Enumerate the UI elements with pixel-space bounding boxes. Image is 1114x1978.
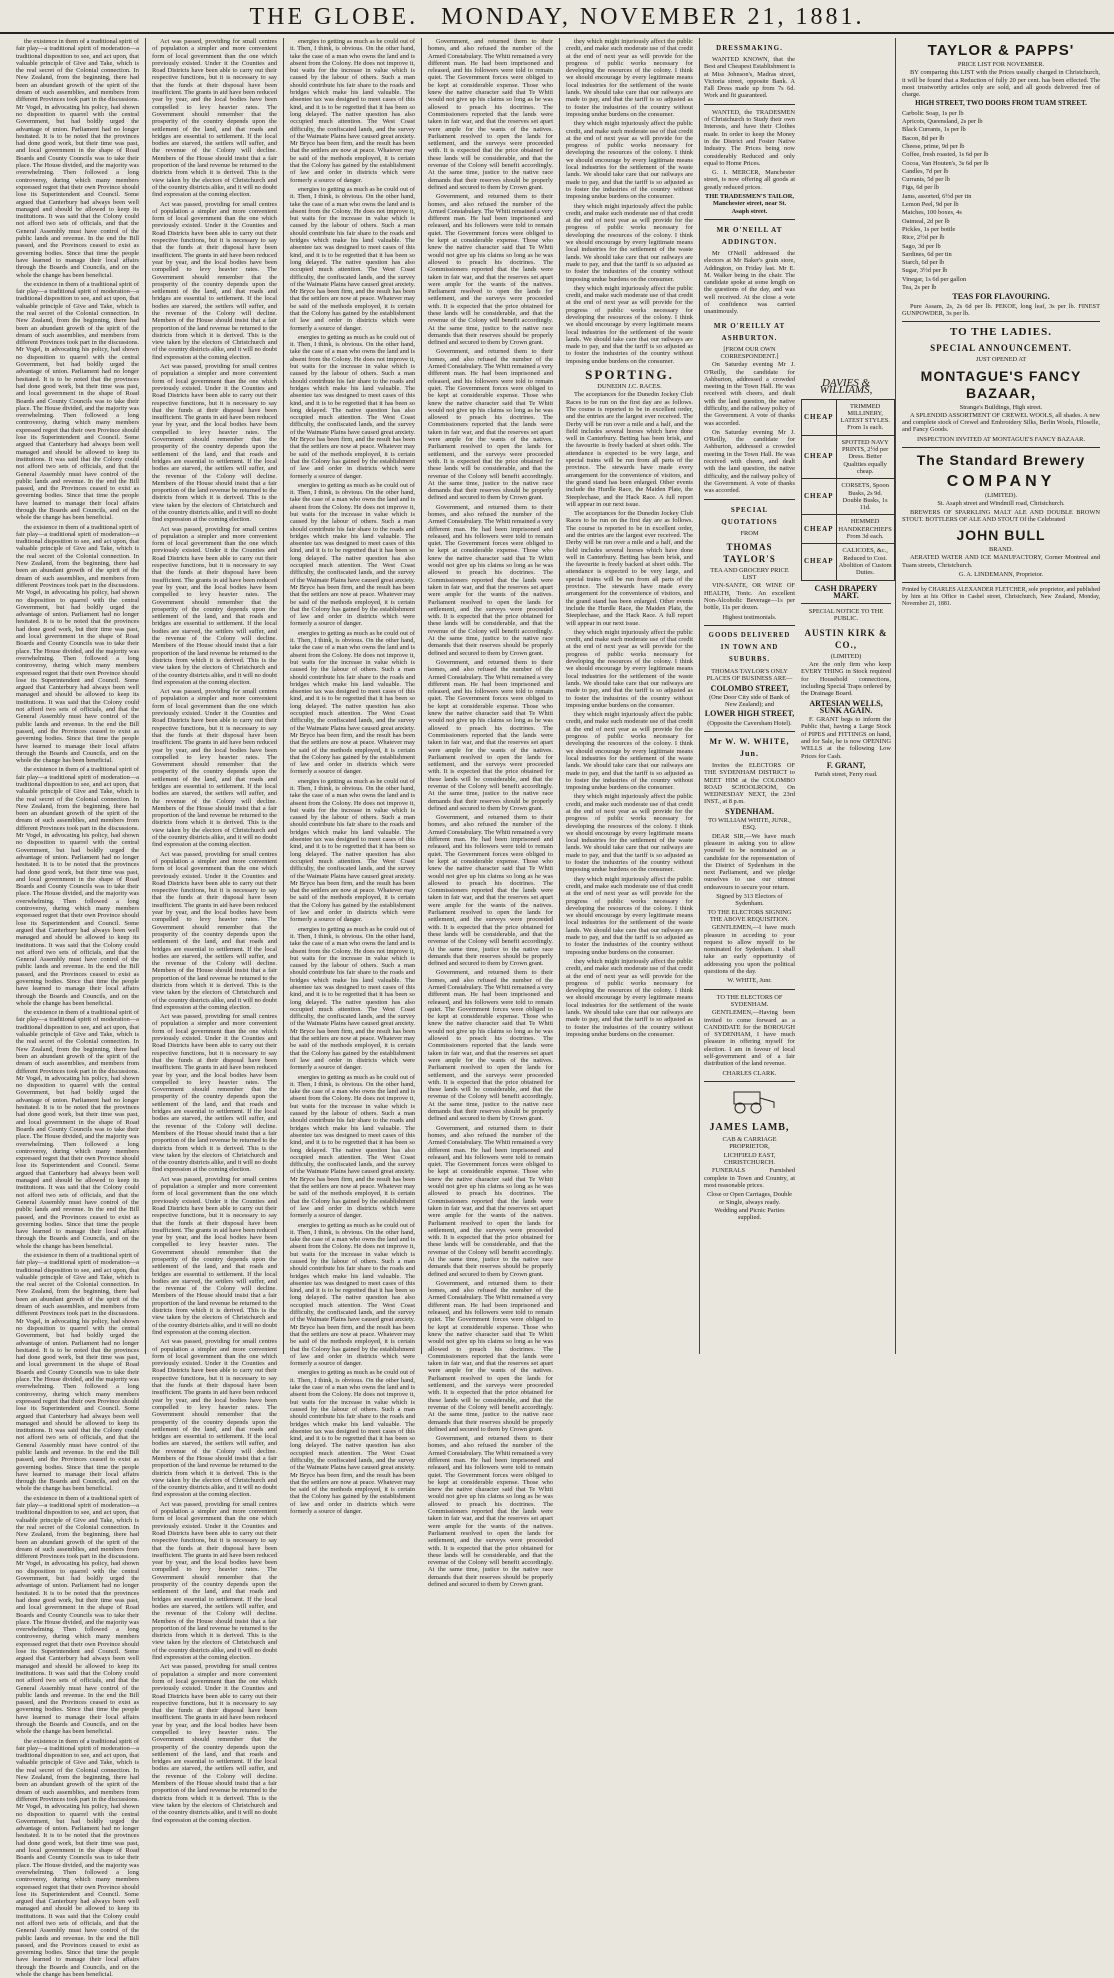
article-text: they which might injuriously affect the public credit, and make such moderate use of that credit at the end of next year as will provide for the progress of public works necessary for developing the resources of the colony. I think we should encourage by every legitimate means local industries for the settlement of the waste lands. We should take care that our railways are made to pay, and that the tariff is so adjusted as to foster the industries of the country without imposing undue burdens on the consumer. <box>566 957 693 1038</box>
austin-text: Are the only firm who keep EVERY THING in Stock required for Household connections, including Special Traps ordered by the Drainage Board. <box>801 661 891 698</box>
just-opened: JUST OPENED AT <box>975 356 1027 364</box>
price-item: Oatmeal, 2d per lb <box>902 217 950 225</box>
taylor-sub: TEA AND GROCERY PRICE LIST <box>710 566 789 582</box>
white-text: Invites the ELECTORS OF THE SYDENHAM DISTRICT to MEET HIM at the COLOMBO ROAD SCHOOLROOM, On WEDNESDAY NEXT, the 23rd INST., at 8 p.m. <box>704 762 795 806</box>
columns <box>10 38 1106 1978</box>
lamb-cabs: Close or Open Carriages, Double or Single, always ready. <box>706 1191 792 1206</box>
price-item: Black Currants, 1s per lb <box>902 126 966 134</box>
oreilly-text: On Saturday evening Mr J. O'Reilly, the candidate for Ashburton, addressed a crowded meeting in the Town Hall. He was received with cheers, and dealt with the land question, the native difficulty, and the railway policy of the Government. A vote of thanks was accorded. <box>704 428 795 495</box>
article-text: Act was passed, providing for small centres of population a simpler and more convenient form of local government than the one which previously existed. Under it the Counties and Road Districts have been able to carry out their respective functions, but it is necessary to say that the funds at their disposal have been insufficient. The grants in aid have been reduced year by year, and the local bodies have been compelled to levy heavier rates. The Government should remember that the prosperity of the country depends upon the settlement of the land, and that roads and bridges are essential to settlement. If the local bodies are starved, the settlers will suffer, and the revenue of the Colony will decline. Members of the House should insist that a fair proportion of the land revenue be returned to the districts from which it is derived. This is the view taken by the electors of Christchurch and of the country districts alike, and it will no doubt find expression at the coming election. <box>152 1500 277 1662</box>
cheap-label: CHEAP <box>802 479 837 515</box>
sporting-subheading: DUNEDIN J.C. RACES. <box>597 383 662 391</box>
cheap-item: HEMMED HANDKERCHIEFS From 3d each. <box>836 515 894 544</box>
column-2 <box>146 38 284 1824</box>
column-1 <box>10 38 146 1978</box>
taylor-papps-address: HIGH STREET, TWO DOORS FROM TUAM STREET. <box>915 99 1087 108</box>
sporting-text: The acceptances for the Dunedin Jockey Club Races to be run on the first day are as follows. The course is reported to be in excellent order, and the entries are the largest ever received. The Derby will be run over a mile and a half, and the field includes several horses which have done well in Canterbury. Betting has been brisk, and the favourite is freely backed at short odds. The attendance is expected to be very large, and special trains will be run from all parts of the province. The stewards have made every arrangement for the convenience of visitors, and the grand stand has been enlarged. Other events include the Hurdle Race, the Maiden Plate, the Steeplechase, and the Hack Race. A full report will appear in our next issue. <box>566 391 693 508</box>
article-text: energies to getting as much as he could out of it. Then, I think, is obvious. On the other hand, take the case of a man who owns the land and is absent from the Colony. He does not improve it, but waits for the increase in value which is caused by the labour of others. Such a man should contribute his fair share to the roads and bridges which make his land valuable. The absentee tax was designed to meet cases of this kind, and it is to be regretted that it has been so long delayed. The native question has also occupied much attention. The West Coast difficulty, the confiscated lands, and the survey of the Waimate Plains have caused great anxiety. Mr Bryce has been firm, and the result has been that the settlers are now at peace. Whatever may be said of the methods employed, it is certain that the Colony has gained by the establishment of law and order in districts which were formerly a source of danger. <box>290 185 415 332</box>
column-5 <box>560 38 700 1354</box>
goods-delivered: GOODS DELIVERED IN TOWN AND SUBURBS. <box>708 631 791 663</box>
special-announcement: SPECIAL ANNOUNCEMENT. <box>930 343 1072 354</box>
price-item: Sago, 3d per lb <box>902 242 941 250</box>
electors-text: GENTLEMEN,—I have much pleasure in acceding to your request to allow myself to be nominated for Sydenham. I shall take an early opportunity of addressing you upon the political questions of the day. <box>704 924 795 976</box>
clark-head: TO THE ELECTORS OF SYDENHAM. <box>716 993 783 1008</box>
article-text: energies to getting as much as he could out of it. Then, I think, is obvious. On the other hand, take the case of a man who owns the land and is absent from the Colony. He does not improve it, but waits for the increase in value which is caused by the labour of others. Such a man should contribute his fair share to the roads and bridges which make his land valuable. The absentee tax was designed to meet cases of this kind, and it is to be regretted that it has been so long delayed. The native question has also occupied much attention. The West Coast difficulty, the confiscated lands, and the survey of the Waimate Plains have caused great anxiety. Mr Bryce has been firm, and the result has been that the settlers are now at peace. Whatever may be said of the methods employed, it is certain that the Colony has gained by the establishment of law and order in districts which were formerly a source of danger. <box>290 629 415 776</box>
article-text: Government, and returned them to their homes, and also refused the number of the Armed Constabulary. The Whiti remained a very different man. He had been imprisoned and released, and his followers were told to remain quiet. The Government forces were obliged to be kept at considerable expense. Those who knew the native character said that Te Whiti would not give up his claims so long as he was allowed to preach his doctrines. The Commissioners reported that the lands were taken in fair war, and that the reserves set apart were ample for the wants of the natives. Parliament resolved to open the lands for settlement, and the surveys were proceeded with. It is expected that the price obtained for these lands will be considerable, and that the revenue of the Colony will benefit accordingly. At the same time, justice to the native race demands that their reserves should be properly defined and secured to them by Crown grant. <box>428 1124 553 1278</box>
price-item: Matches, 100 boxes, 4s <box>902 209 962 217</box>
article-text: energies to getting as much as he could out of it. Then, I think, is obvious. On the other hand, take the case of a man who owns the land and is absent from the Colony. He does not improve it, but waits for the increase in value which is caused by the labour of others. Such a man should contribute his fair share to the roads and bridges which make his land valuable. The absentee tax was designed to meet cases of this kind, and it is to be regretted that it has been so long delayed. The native question has also occupied much attention. The West Coast difficulty, the confiscated lands, and the survey of the Waimate Plains have caused great anxiety. Mr Bryce has been firm, and the result has been that the settlers are now at peace. Whatever may be said of the methods employed, it is certain that the Colony has gained by the establishment of law and order in districts which were formerly a source of danger. <box>290 481 415 628</box>
lower-note: (Opposite the Caversham Hotel). <box>707 719 792 727</box>
cheap-label: CHEAP <box>802 399 837 435</box>
taylor-papps-sub: PRICE LIST FOR NOVEMBER. <box>957 61 1045 68</box>
imprint: Printed by CHARLES ALEXANDER FLETCHER, sole proprietor, and published by him at his Office in Cashel street, Christchurch, New Zealand, Monday, November 21, 1881. <box>902 587 1100 608</box>
to-white: TO WILLIAM WHITE, JUNR., ESQ. <box>708 817 791 832</box>
white-sign: W. WHITE, Junr. <box>727 977 772 985</box>
sydenham: SYDENHAM. <box>725 806 774 816</box>
article-text: the existence in them of a traditional spirit of fair play—a traditional spirit of moderation—a traditional disposition to see, and act upon, that valuable principle of Give and Take, which is the real secret of the Colonial connection. In New Zealand, from the beginning, there had been an abundant growth of the spirit of the dream of such assemblies, and members from different Provinces took part in the discussions. Mr Vogel, in advocating his policy, had shown no disposition to quarrel with the central Government, but had boldly urged the advantage of union. Parliament had no longer hesitated. It is to be noted that the provinces had done good work, but their time was past, and local government in the shape of Road Boards and County Councils was to take their place. The House divided, and the majority was overwhelming. Then followed a long controversy, during which many members expressed regret that their own Province should lose its Superintendent and Council. Some argued that Canterbury had always been well managed and should be allowed to keep its institutions. It was said that the Colony could not afford two sets of officials, and that the General Assembly must have control of the public lands and revenue. In the end the Bill passed, and the Provinces ceased to exist as governing bodies. Since that time the people have learned to manage their local affairs through the Boards and Councils, and on the whole the change has been beneficial. <box>16 1494 139 1736</box>
article-text: energies to getting as much as he could out of it. Then, I think, is obvious. On the other hand, take the case of a man who owns the land and is absent from the Colony. He does not improve it, but waits for the increase in value which is caused by the labour of others. Such a man should contribute his fair share to the roads and bridges which make his land valuable. The absentee tax was designed to meet cases of this kind, and it is to be regretted that it has been so long delayed. The native question has also occupied much attention. The West Coast difficulty, the confiscated lands, and the survey of the Waimate Plains have caused great anxiety. Mr Bryce has been firm, and the result has been that the settlers are now at peace. Whatever may be said of the methods employed, it is certain that the Colony has gained by the establishment of law and order in districts which were formerly a source of danger. <box>290 925 415 1072</box>
special-quotations: SPECIAL QUOTATIONS <box>721 505 778 526</box>
cash-drapery: CASH DRAPERY MART. <box>814 583 878 600</box>
grant-addr: Parish street, Ferry road. <box>814 771 878 779</box>
article-text: they which might injuriously affect the public credit, and make such moderate use of that credit at the end of next year as will provide for the progress of public works necessary for developing the resources of the colony. I think we should encourage by every legitimate means local industries for the settlement of the waste lands. We should take care that our railways are made to pay, and that the tariff is so adjusted as to foster the industries of the country without imposing undue burdens on the consumer. <box>566 793 693 874</box>
masthead-date: MONDAY, NOVEMBER 21, 1881. <box>441 4 865 30</box>
article-text: the existence in them of a traditional spirit of fair play—a traditional spirit of moderation—a traditional disposition to see, and act upon, that valuable principle of Give and Take, which is the real secret of the Colonial connection. In New Zealand, from the beginning, there had been an abundant growth of the spirit of the dream of such assemblies, and members from different Provinces took part in the discussions. Mr Vogel, in advocating his policy, had shown no disposition to quarrel with the central Government, but had boldly urged the advantage of union. Parliament had no longer hesitated. It is to be noted that the provinces had done good work, but their time was past, and local government in the shape of Road Boards and County Councils was to take their place. The House divided, and the majority was overwhelming. Then followed a long controversy, during which many members expressed regret that their own Province should lose its Superintendent and Council. Some argued that Canterbury had always been well managed and should be allowed to keep its institutions. It was said that the Colony could not afford two sets of officials, and that the General Assembly must have control of the public lands and revenue. In the end the Bill passed, and the Provinces ceased to exist as governing bodies. Since that time the people have learned to manage their local affairs through the Boards and Councils, and on the whole the change has been beneficial. <box>16 1737 139 1978</box>
artesian: ARTESIAN WELLS, SUNK AGAIN. <box>809 698 883 715</box>
article-text: Government, and returned them to their homes, and also refused the number of the Armed Constabulary. The Whiti remained a very different man. He had been imprisoned and released, and his followers were told to remain quiet. The Government forces were obliged to be kept at considerable expense. Those who knew the native character said that Te Whiti would not give up his claims so long as he was allowed to preach his doctrines. The Commissioners reported that the lands were taken in fair war, and that the reserves set apart were ample for the wants of the natives. Parliament resolved to open the lands for settlement, and the surveys were proceeded with. It is expected that the price obtained for these lands will be considerable, and that the revenue of the Colony will benefit accordingly. At the same time, justice to the native race demands that their reserves should be properly defined and secured to them by Crown grant. <box>428 193 553 347</box>
article-text: Government, and returned them to their homes, and also refused the number of the Armed Constabulary. The Whiti remained a very different man. He had been imprisoned and released, and his followers were told to remain quiet. The Government forces were obliged to be kept at considerable expense. Those who knew the native character said that Te Whiti would not give up his claims so long as he was allowed to preach his doctrines. The Commissioners reported that the lands were taken in fair war, and that the reserves set apart were ample for the wants of the natives. Parliament resolved to open the lands for settlement, and the surveys were proceeded with. It is expected that the price obtained for these lands will be considerable, and that the revenue of the Colony will benefit accordingly. At the same time, justice to the native race demands that their reserves should be properly defined and secured to them by Crown grant. <box>428 1279 553 1433</box>
brewery-company: COMPANY <box>946 472 1056 490</box>
article-text: the existence in them of a traditional spirit of fair play—a traditional spirit of moderation—a traditional disposition to see, and act upon, that valuable principle of Give and Take, which is the real secret of the Colonial connection. In New Zealand, from the beginning, there had been an abundant growth of the spirit of the dream of such assemblies, and members from different Provinces took part in the discussions. Mr Vogel, in advocating his policy, had shown no disposition to quarrel with the central Government, but had boldly urged the advantage of union. Parliament had no longer hesitated. It is to be noted that the provinces had done good work, but their time was past, and local government in the shape of Road Boards and County Councils was to take their place. The House divided, and the majority was overwhelming. Then followed a long controversy, during which many members expressed regret that their own Province should lose its Superintendent and Council. Some argued that Canterbury had always been well managed and should be allowed to keep its institutions. It was said that the Colony could not afford two sets of officials, and that the General Assembly must have control of the public lands and revenue. In the end the Bill passed, and the Provinces ceased to exist as governing bodies. Since that time the people have learned to manage their local affairs through the Boards and Councils, and on the whole the change has been beneficial. <box>16 280 139 522</box>
clark-text: GENTLEMEN,—Having been invited to come forward as a CANDIDATE for the BOROUGH of SYDENHAM, I have much pleasure in offering myself for election. I am in favour of local self-government and of a fair distribution of the land revenue. <box>704 1009 795 1068</box>
article-text: they which might injuriously affect the public credit, and make such moderate use of that credit at the end of next year as will provide for the progress of public works necessary for developing the resources of the colony. I think we should encourage by every legitimate means local industries for the settlement of the waste lands. We should take care that our railways are made to pay, and that the tariff is so adjusted as to foster the industries of the country without imposing undue burdens on the consumer. <box>566 628 693 709</box>
article-text: Act was passed, providing for small centres of population a simpler and more convenient form of local government than the one which previously existed. Under it the Counties and Road Districts have been able to carry out their respective functions, but it is necessary to say that the funds at their disposal have been insufficient. The grants in aid have been reduced year by year, and the local bodies have been compelled to levy heavier rates. The Government should remember that the prosperity of the country depends upon the settlement of the land, and that roads and bridges are essential to settlement. If the local bodies are starved, the settlers will suffer, and the revenue of the Colony will decline. Members of the House should insist that a fair proportion of the land revenue be returned to the districts from which it is derived. This is the view taken by the electors of Christchurch and of the country districts alike, and it will no doubt find expression at the coming election. <box>152 1338 277 1499</box>
lamb-name: JAMES LAMB, <box>709 1122 790 1134</box>
price-item: Apricots, Queensland, 2s per lb <box>902 118 983 126</box>
brewery-addr: St. Asaph street and Windmill road, Christchurch. <box>937 500 1065 508</box>
cheap-label: CHEAP <box>802 515 837 544</box>
ads-right <box>801 38 891 1354</box>
price-item: Jams, assorted, 6½d per tin <box>902 192 972 200</box>
montague-addr: Strange's Buildings, High street. <box>959 403 1043 411</box>
article-text: Government, and returned them to their homes, and also refused the number of the Armed Constabulary. The Whiti remained a very different man. He had been imprisoned and released, and his followers were told to remain quiet. The Government forces were obliged to be kept at considerable expense. Those who knew the native character said that Te Whiti would not give up his claims so long as he was allowed to preach his doctrines. The Commissioners reported that the lands were taken in fair war, and that the reserves set apart were ample for the wants of the natives. Parliament resolved to open the lands for settlement, and the surveys were proceeded with. It is expected that the price obtained for these lands will be considerable, and that the revenue of the Colony will benefit accordingly. At the same time, justice to the native race demands that their reserves should be properly defined and secured to them by Crown grant. <box>428 503 553 657</box>
masthead-paper: THE GLOBE. <box>249 4 419 30</box>
aerated-text: AERATED WATER AND ICE MANUFACTORY, Corner Montreal and Tuam streets, Christchurch. <box>902 554 1100 569</box>
brewers-text: BREWERS OF SPARKLING MALT ALE AND DOUBLE BROWN STOUT. BOTTLERS OF ALE AND STOUT Of the Celebrated <box>902 508 1100 523</box>
lamb-funerals: FUNERALS Furnished complete in Town and Country, at most reasonable prices. <box>704 1167 795 1189</box>
price-item: Sugar, 3½d per lb <box>902 267 948 275</box>
article-text: Act was passed, providing for small centres of population a simpler and more convenient form of local government than the one which previously existed. Under it the Counties and Road Districts have been able to carry out their respective functions, but it is necessary to say that the funds at their disposal have been insufficient. The grants in aid have been reduced year by year, and the local bodies have been compelled to levy heavier rates. The Government should remember that the prosperity of the country depends upon the settlement of the land, and that roads and bridges are essential to settlement. If the local bodies are starved, the settlers will suffer, and the revenue of the Colony will decline. Members of the House should insist that a fair proportion of the land revenue be returned to the districts from which it is derived. This is the view taken by the electors of Christchurch and of the country districts alike, and it will no doubt find expression at the coming election. <box>152 850 277 1011</box>
oreilly-sub: [FROM OUR OWN CORRESPONDENT.] <box>720 345 779 360</box>
price-item: Lemon Peel, 9d per lb <box>902 201 959 209</box>
cheap-table <box>801 399 895 581</box>
article-text: Act was passed, providing for small centres of population a simpler and more convenient form of local government than the one which previously existed. Under it the Counties and Road Districts have been able to carry out their respective functions, but it is necessary to say that the funds at their disposal have been insufficient. The grants in aid have been reduced year by year, and the local bodies have been compelled to levy heavier rates. The Government should remember that the prosperity of the country depends upon the settlement of the land, and that roads and bridges are essential to settlement. If the local bodies are starved, the settlers will suffer, and the revenue of the Colony will decline. Members of the House should insist that a fair proportion of the land revenue be returned to the districts from which it is derived. This is the view taken by the electors of Christchurch and of the country districts alike, and it will no doubt find expression at the coming election. <box>152 688 277 849</box>
lindemann: G. A. LINDEMANN, Proprietor. <box>958 571 1044 579</box>
lamb-trade: CAB & CARRIAGE PROPRIETOR, <box>722 1136 777 1151</box>
taylor-papps-text: BY comparing this LIST with the Prices usually charged in Christchurch, it will be found that a Reduction of fully 20 per cent. has been effected. The most trustworthy articles only are sold, and all goods delivered free of charge. <box>902 69 1100 99</box>
masthead <box>0 0 1114 34</box>
austin-sub: (LIMITED) <box>830 652 862 660</box>
taylor-papps-title: TAYLOR & PAPPS' <box>927 42 1075 59</box>
article-text: Government, and returned them to their homes, and also refused the number of the Armed Constabulary. The Whiti remained a very different man. He had been imprisoned and released, and his followers were told to remain quiet. The Government forces were obliged to be kept at considerable expense. Those who knew the native character said that Te Whiti would not give up his claims so long as he was allowed to preach his doctrines. The Commissioners reported that the lands were taken in fair war, and that the reserves set apart were ample for the wants of the natives. Parliament resolved to open the lands for settlement, and the surveys were proceeded with. It is expected that the price obtained for these lands will be considerable, and that the revenue of the Colony will benefit accordingly. At the same time, justice to the native race demands that their reserves should be properly defined and secured to them by Crown grant. <box>428 38 553 191</box>
column-7-ads <box>896 38 1106 1354</box>
montague-title: MONTAGUE'S FANCY BAZAAR, <box>920 367 1082 401</box>
price-item: Starch, 6d per lb <box>902 259 945 267</box>
article-text: the existence in them of a traditional spirit of fair play—a traditional spirit of moderation—a traditional disposition to see, and act upon, that valuable principle of Give and Take, which is the real secret of the Colonial connection. In New Zealand, from the beginning, there had been an abundant growth of the spirit of the dream of such assemblies, and members from different Provinces took part in the discussions. Mr Vogel, in advocating his policy, had shown no disposition to quarrel with the central Government, but had boldly urged the advantage of union. Parliament had no longer hesitated. It is to be noted that the provinces had done good work, but their time was past, and local government in the shape of Road Boards and County Councils was to take their place. The House divided, and the majority was overwhelming. Then followed a long controversy, during which many members expressed regret that their own Province should lose its Superintendent and Council. Some argued that Canterbury had always been well managed and should be allowed to keep its institutions. It was said that the Colony could not afford two sets of officials, and that the General Assembly must have control of the public lands and revenue. In the end the Bill passed, and the Provinces ceased to exist as governing bodies. Since that time the people have learned to manage their local affairs through the Boards and Councils, and on the whole the change has been beneficial. <box>16 1251 139 1493</box>
column-3 <box>284 38 422 1516</box>
article-text: Government, and returned them to their homes, and also refused the number of the Armed Constabulary. The Whiti remained a very different man. He had been imprisoned and released, and his followers were told to remain quiet. The Government forces were obliged to be kept at considerable expense. Those who knew the native character said that Te Whiti would not give up his claims so long as he was allowed to preach his doctrines. The Commissioners reported that the lands were taken in fair war, and that the reserves set apart were ample for the wants of the natives. Parliament resolved to open the lands for settlement, and the surveys were proceeded with. It is expected that the price obtained for these lands will be considerable, and that the revenue of the Colony will benefit accordingly. At the same time, justice to the native race demands that their reserves should be properly defined and secured to them by Crown grant. <box>428 814 553 968</box>
article-text: Act was passed, providing for small centres of population a simpler and more convenient form of local government than the one which previously existed. Under it the Counties and Road Districts have been able to carry out their respective functions, but it is necessary to say that the funds at their disposal have been insufficient. The grants in aid have been reduced year by year, and the local bodies have been compelled to levy heavier rates. The Government should remember that the prosperity of the country depends upon the settlement of the land, and that roads and bridges are essential to settlement. If the local bodies are starved, the settlers will suffer, and the revenue of the Colony will decline. Members of the House should insist that a fair proportion of the land revenue be returned to the districts from which it is derived. This is the view taken by the electors of Christchurch and of the country districts alike, and it will no doubt find expression at the coming election. <box>152 200 277 361</box>
price-item: Bacon, 8d per lb <box>902 134 945 142</box>
article-text: energies to getting as much as he could out of it. Then, I think, is obvious. On the other hand, take the case of a man who owns the land and is absent from the Colony. He does not improve it, but waits for the increase in value which is caused by the labour of others. Such a man should contribute his fair share to the roads and bridges which make his land valuable. The absentee tax was designed to meet cases of this kind, and it is to be regretted that it has been so long delayed. The native question has also occupied much attention. The West Coast difficulty, the confiscated lands, and the survey of the Waimate Plains have caused great anxiety. Mr Bryce has been firm, and the result has been that the settlers are now at peace. Whatever may be said of the methods employed, it is certain that the Colony has gained by the establishment of law and order in districts which were formerly a source of danger. <box>290 1073 415 1220</box>
article-text: Act was passed, providing for small centres of population a simpler and more convenient form of local government than the one which previously existed. Under it the Counties and Road Districts have been able to carry out their respective functions, but it is necessary to say that the funds at their disposal have been insufficient. The grants in aid have been reduced year by year, and the local bodies have been compelled to levy heavier rates. The Government should remember that the prosperity of the country depends upon the settlement of the land, and that roads and bridges are essential to settlement. If the local bodies are starved, the settlers will suffer, and the revenue of the Colony will decline. Members of the House should insist that a fair proportion of the land revenue be returned to the districts from which it is derived. This is the view taken by the electors of Christchurch and of the country districts alike, and it will no doubt find expression at the coming election. <box>152 363 277 524</box>
price-item: Cocoa, Van Houten's, 3s 6d per lb <box>902 159 989 167</box>
davies-williams: DAVIES & WILLIAMS, <box>819 377 873 397</box>
article-text: Government, and returned them to their homes, and also refused the number of the Armed Constabulary. The Whiti remained a very different man. He had been imprisoned and released, and his followers were told to remain quiet. The Government forces were obliged to be kept at considerable expense. Those who knew the native character said that Te Whiti would not give up his claims so long as he was allowed to preach his doctrines. The Commissioners reported that the lands were taken in fair war, and that the reserves set apart were ample for the wants of the natives. Parliament resolved to open the lands for settlement, and the surveys were proceeded with. It is expected that the price obtained for these lands will be considerable, and that the revenue of the Colony will benefit accordingly. At the same time, justice to the native race demands that their reserves should be properly defined and secured to them by Crown grant. <box>428 658 553 812</box>
article-text: the existence in them of a traditional spirit of fair play—a traditional spirit of moderation—a traditional disposition to see, and act upon, that valuable principle of Give and Take, which is the real secret of the Colonial connection. In New Zealand, from the beginning, there had been an abundant growth of the spirit of the dream of such assemblies, and members from different Provinces took part in the discussions. Mr Vogel, in advocating his policy, had shown no disposition to quarrel with the central Government, but had boldly urged the advantage of union. Parliament had no longer hesitated. It is to be noted that the provinces had done good work, but their time was past, and local government in the shape of Road Boards and County Councils was to take their place. The House divided, and the majority was overwhelming. Then followed a long controversy, during which many members expressed regret that their own Province should lose its Superintendent and Council. Some argued that Canterbury had always been well managed and should be allowed to keep its institutions. It was said that the Colony could not afford two sets of officials, and that the General Assembly must have control of the public lands and revenue. In the end the Bill passed, and the Provinces ceased to exist as governing bodies. Since that time the people have learned to manage their local affairs through the Boards and Councils, and on the whole the change has been beneficial. <box>16 766 139 1007</box>
price-item: Vinegar, 1s 6d per gallon <box>902 275 967 283</box>
article-text: energies to getting as much as he could out of it. Then, I think, is obvious. On the other hand, take the case of a man who owns the land and is absent from the Colony. He does not improve it, but waits for the increase in value which is caused by the labour of others. Such a man should contribute his fair share to the roads and bridges which make his land valuable. The absentee tax was designed to meet cases of this kind, and it is to be regretted that it has been so long delayed. The native question has also occupied much attention. The West Coast difficulty, the confiscated lands, and the survey of the Waimate Plains have caused great anxiety. Mr Bryce has been firm, and the result has been that the settlers are now at peace. Whatever may be said of the methods employed, it is certain that the Colony has gained by the establishment of law and order in districts which were formerly a source of danger. <box>290 1221 415 1368</box>
oreilly-text: On Saturday evening Mr J. O'Reilly, the candidate for Ashburton, addressed a crowded meeting in the Town Hall. He was received with cheers, and dealt with the land question, the native difficulty, and the railway policy of the Government. A vote of thanks was accorded. <box>704 361 795 427</box>
lower-high-street: LOWER HIGH STREET, <box>704 709 795 719</box>
article-text: Act was passed, providing for small centres of population a simpler and more convenient form of local government than the one which previously existed. Under it the Counties and Road Districts have been able to carry out their respective functions, but it is necessary to say that the funds at their disposal have been insufficient. The grants in aid have been reduced year by year, and the local bodies have been compelled to levy heavier rates. The Government should remember that the prosperity of the country depends upon the settlement of the land, and that roads and bridges are essential to settlement. If the local bodies are starved, the settlers will suffer, and the revenue of the Colony will decline. Members of the House should insist that a fair proportion of the land revenue be returned to the districts from which it is derived. This is the view taken by the electors of Christchurch and of the country districts alike, and it will no doubt find expression at the coming election. <box>152 525 277 686</box>
carriage-icon <box>720 1088 780 1114</box>
montague-text: A SPLENDID ASSORTMENT OF CREWEL WOOLS, all shades. A new and complete stock of Crewel and Embroidery Silks, Berlin Wools, Filoselle, and Fancy Goods. <box>902 411 1100 434</box>
cheap-item: TRIMMED MILLINERY, LATEST STYLES. From 1s each. <box>836 399 894 435</box>
article-text: they which might injuriously affect the public credit, and make such moderate use of that credit at the end of next year as will provide for the progress of public works necessary for developing the resources of the colony. I think we should encourage by every legitimate means local industries for the settlement of the waste lands. We should take care that our railways are made to pay, and that the tariff is so adjusted as to foster the industries of the country without imposing undue burdens on the consumer. <box>566 120 693 201</box>
brewery-limited: (LIMITED). <box>984 491 1018 499</box>
special-notice: SPECIAL NOTICE TO THE PUBLIC. <box>808 608 884 623</box>
article-text: they which might injuriously affect the public credit, and make such moderate use of that credit at the end of next year as will provide for the progress of public works necessary for developing the resources of the colony. I think we should encourage by every legitimate means local industries for the settlement of the waste lands. We should take care that our railways are made to pay, and that the tariff is so adjusted as to foster the industries of the country without imposing undue burdens on the consumer. <box>566 711 693 792</box>
cheap-item: CORSETS, Spoon Busks, 2s 9d. Double Busks, 1s 11d. <box>836 479 894 515</box>
wanted-text: WANTED, the TRADESMEN of Christchurch to Study their own Interests, and have their Clothes made. In order to keep the Money in the District and Foster Native Industry. The Prices being now considerably Reduced and only equal to Home Prices. <box>704 108 795 167</box>
cheap-item: CALICOES, &c., Reduced to Cost. Abolition of Custom Duties. <box>836 544 894 580</box>
article-text: they which might injuriously affect the public credit, and make such moderate use of that credit at the end of next year as will provide for the progress of public works necessary for developing the resources of the colony. I think we should encourage by every legitimate means local industries for the settlement of the waste lands. We should take care that our railways are made to pay, and that the tariff is so adjusted as to foster the industries of the country without imposing undue burdens on the consumer. <box>566 875 693 956</box>
price-item: Carbolic Soap, 1s per lb <box>902 109 964 117</box>
sporting-heading: SPORTING. <box>585 367 674 383</box>
clark-sign: CHARLES CLARK. <box>722 1069 777 1077</box>
price-item: Rice, 2½d per lb <box>902 234 945 242</box>
grant-text: F. GRANT begs to inform the Public that, having a Large Stock of PIPES and FITTINGS on hand, and for Sale, he is now OPENING WELLS at the following Low Prices for Cash. <box>801 716 891 760</box>
cab-illustration <box>704 1088 795 1116</box>
price-item: Coffee, fresh roasted, 1s 6d per lb <box>902 151 989 159</box>
signed: Signed by 313 Electors of Sydenham. <box>716 893 783 908</box>
price-list <box>902 110 1100 292</box>
article-text: they which might injuriously affect the public credit, and make such moderate use of that credit at the end of next year as will provide for the progress of public works necessary for developing the resources of the colony. I think we should encourage by every legitimate means local industries for the settlement of the waste lands. We should take care that our railways are made to pay, and that the tariff is so adjusted as to foster the industries of the country without imposing undue burdens on the consumer. <box>566 284 693 365</box>
article-text: the existence in them of a traditional spirit of fair play—a traditional spirit of moderation—a traditional disposition to see, and act upon, that valuable principle of Give and Take, which is the real secret of the Colonial connection. In New Zealand, from the beginning, there had been an abundant growth of the spirit of the dream of such assemblies, and members from different Provinces took part in the discussions. Mr Vogel, in advocating his policy, had shown no disposition to quarrel with the central Government, but had boldly urged the advantage of union. Parliament had no longer hesitated. It is to be noted that the provinces had done good work, but their time was past, and local government in the shape of Road Boards and County Councils was to take their place. The House divided, and the majority was overwhelming. Then followed a long controversy, during which many members expressed regret that their own Province should lose its Superintendent and Council. Some argued that Canterbury had always been well managed and should be allowed to keep its institutions. It was said that the Colony could not afford two sets of officials, and that the General Assembly must have control of the public lands and revenue. In the end the Bill passed, and the Provinces ceased to exist as governing bodies. Since that time the people have learned to manage their local affairs through the Boards and Councils, and on the whole the change has been beneficial. <box>16 1009 139 1250</box>
article-text: Act was passed, providing for small centres of population a simpler and more convenient form of local government than the one which previously existed. Under it the Counties and Road Districts have been able to carry out their respective functions, but it is necessary to say that the funds at their disposal have been insufficient. The grants in aid have been reduced year by year, and the local bodies have been compelled to levy heavier rates. The Government should remember that the prosperity of the country depends upon the settlement of the land, and that roads and bridges are essential to settlement. If the local bodies are starved, the settlers will suffer, and the revenue of the Colony will decline. Members of the House should insist that a fair proportion of the land revenue be returned to the districts from which it is derived. This is the view taken by the electors of Christchurch and of the country districts alike, and it will no doubt find expression at the coming election. <box>152 38 277 199</box>
column-4 <box>422 38 560 1589</box>
brewery-title: The Standard Brewery <box>916 451 1086 468</box>
special-from: FROM <box>740 529 759 537</box>
cheap-item: SPOTTED NAVY PRINTS, 2½d per Dress. Better Qualities equally cheap. <box>836 435 894 478</box>
article-text: Act was passed, providing for small centres of population a simpler and more convenient form of local government than the one which previously existed. Under it the Counties and Road Districts have been able to carry out their respective functions, but it is necessary to say that the funds at their disposal have been insufficient. The grants in aid have been reduced year by year, and the local bodies have been compelled to levy heavier rates. The Government should remember that the prosperity of the country depends upon the settlement of the land, and that roads and bridges are essential to settlement. If the local bodies are starved, the settlers will suffer, and the revenue of the Colony will decline. Members of the House should insist that a fair proportion of the land revenue be returned to the districts from which it is derived. This is the view taken by the electors of Christchurch and of the country districts alike, and it will no doubt find expression at the coming election. <box>152 1013 277 1174</box>
price-item: Pickles, 1s per bottle <box>902 225 956 233</box>
oreilly-heading: MR O'REILLY AT ASHBURTON. <box>713 321 786 342</box>
lamb-wedding: Wedding and Picnic Parties supplied. <box>714 1206 785 1222</box>
tradesman-shop: THE TRADESMEN'S TAILOR, Manchester street, near St. Asaph street. <box>705 193 794 215</box>
article-text: energies to getting as much as he could out of it. Then, I think, is obvious. On the other hand, take the case of a man who owns the land and is absent from the Colony. He does not improve it, but waits for the increase in value which is caused by the labour of others. Such a man should contribute his fair share to the roads and bridges which make his land valuable. The absentee tax was designed to meet cases of this kind, and it is to be regretted that it has been so long delayed. The native question has also occupied much attention. The West Coast difficulty, the confiscated lands, and the survey of the Waimate Plains have caused great anxiety. Mr Bryce has been firm, and the result has been that the settlers are now at peace. Whatever may be said of the methods employed, it is certain that the Colony has gained by the establishment of law and order in districts which were formerly a source of danger. <box>290 1369 415 1516</box>
price-item: Tea, 2s per lb <box>902 284 937 292</box>
price-item: Currants, 5d per lb <box>902 176 950 184</box>
article-text: Act was passed, providing for small centres of population a simpler and more convenient form of local government than the one which previously existed. Under it the Counties and Road Districts have been able to carry out their respective functions, but it is necessary to say that the funds at their disposal have been insufficient. The grants in aid have been reduced year by year, and the local bodies have been compelled to levy heavier rates. The Government should remember that the prosperity of the country depends upon the settlement of the land, and that roads and bridges are essential to settlement. If the local bodies are starved, the settlers will suffer, and the revenue of the Colony will decline. Members of the House should insist that a fair proportion of the land revenue be returned to the districts from which it is derived. This is the view taken by the electors of Christchurch and of the country districts alike, and it will no doubt find expression at the coming election. <box>152 1663 277 1824</box>
tea-text: Pure Assam, 2s, 2s 6d per lb. PEKOE, long leaf, 3s per lb. FINEST GUNPOWDER, 3s per lb. <box>902 302 1100 317</box>
price-item: Candles, 7d per lb <box>902 167 949 175</box>
to-electors: TO THE ELECTORS SIGNING THE ABOVE REQUISITION. <box>707 908 792 923</box>
inspection-invited: INSPECTION INVITED AT MONTAGUE'S FANCY BAZAAR. <box>916 435 1086 443</box>
to-white-text: DEAR SIR,—We have much pleasure in asking you to allow yourself to be nominated as a candidate for the representation of the District of Sydenham in the next Parliament, and we pledge ourselves to use our utmost endeavours to secure your return. <box>704 832 795 891</box>
grant-name: F. GRANT, <box>826 760 866 770</box>
article-text: Government, and returned them to their homes, and also refused the number of the Armed Constabulary. The Whiti remained a very different man. He had been imprisoned and released, and his followers were told to remain quiet. The Government forces were obliged to be kept at considerable expense. Those who knew the native character said that Te Whiti would not give up his claims so long as he was allowed to preach his doctrines. The Commissioners reported that the lands were taken in fair war, and that the reserves set apart were ample for the wants of the natives. Parliament resolved to open the lands for settlement, and the surveys were proceeded with. It is expected that the price obtained for these lands will be considerable, and that the revenue of the Colony will benefit accordingly. At the same time, justice to the native race demands that their reserves should be properly defined and secured to them by Crown grant. <box>428 969 553 1123</box>
article-text: energies to getting as much as he could out of it. Then, I think, is obvious. On the other hand, take the case of a man who owns the land and is absent from the Colony. He does not improve it, but waits for the increase in value which is caused by the labour of others. Such a man should contribute his fair share to the roads and bridges which make his land valuable. The absentee tax was designed to meet cases of this kind, and it is to be regretted that it has been so long delayed. The native question has also occupied much attention. The West Coast difficulty, the confiscated lands, and the survey of the Waimate Plains have caused great anxiety. Mr Bryce has been firm, and the result has been that the settlers are now at peace. Whatever may be said of the methods employed, it is certain that the Colony has gained by the establishment of law and order in districts which were formerly a source of danger. <box>290 333 415 480</box>
vinsante-note: Highest testimonials. <box>722 613 777 621</box>
article-text: the existence in them of a traditional spirit of fair play—a traditional spirit of moderation—a traditional disposition to see, and act upon, that valuable principle of Give and Take, which is the real secret of the Colonial connection. In New Zealand, from the beginning, there had been an abundant growth of the spirit of the dream of such assemblies, and members from different Provinces took part in the discussions. Mr Vogel, in advocating his policy, had shown no disposition to quarrel with the central Government, but had boldly urged the advantage of union. Parliament had no longer hesitated. It is to be noted that the provinces had done good work, but their time was past, and local government in the shape of Road Boards and County Councils was to take their place. The House divided, and the majority was overwhelming. Then followed a long controversy, during which many members expressed regret that their own Province should lose its Superintendent and Council. Some argued that Canterbury had always been well managed and should be allowed to keep its institutions. It was said that the Colony could not afford two sets of officials, and that the General Assembly must have control of the public lands and revenue. In the end the Bill passed, and the Provinces ceased to exist as governing bodies. Since that time the people have learned to manage their local affairs through the Boards and Councils, and on the whole the change has been beneficial. <box>16 38 139 279</box>
article-text: Government, and returned them to their homes, and also refused the number of the Armed Constabulary. The Whiti remained a very different man. He had been imprisoned and released, and his followers were told to remain quiet. The Government forces were obliged to be kept at considerable expense. Those who knew the native character said that Te Whiti would not give up his claims so long as he was allowed to preach his doctrines. The Commissioners reported that the lands were taken in fair war, and that the reserves set apart were ample for the wants of the natives. Parliament resolved to open the lands for settlement, and the surveys were proceeded with. It is expected that the price obtained for these lands will be considerable, and that the revenue of the Colony will benefit accordingly. At the same time, justice to the native race demands that their reserves should be properly defined and secured to them by Crown grant. <box>428 348 553 502</box>
colombo-street: COLOMBO STREET, <box>710 683 789 693</box>
oneill-heading: MR O'NEILL AT ADDINGTON. <box>716 225 783 246</box>
price-item: Sardines, 6d per tin <box>902 250 952 258</box>
price-item: Figs, 6d per lb <box>902 184 939 192</box>
article-text: Act was passed, providing for small centres of population a simpler and more convenient form of local government than the one which previously existed. Under it the Counties and Road Districts have been able to carry out their respective functions, but it is necessary to say that the funds at their disposal have been insufficient. The grants in aid have been reduced year by year, and the local bodies have been compelled to levy heavier rates. The Government should remember that the prosperity of the country depends upon the settlement of the land, and that roads and bridges are essential to settlement. If the local bodies are starved, the settlers will suffer, and the revenue of the Colony will decline. Members of the House should insist that a fair proportion of the land revenue be returned to the districts from which it is derived. This is the view taken by the electors of Christchurch and of the country districts alike, and it will no doubt find expression at the coming election. <box>152 1175 277 1336</box>
cheap-label: CHEAP <box>802 544 837 580</box>
article-text: they which might injuriously affect the public credit, and make such moderate use of that credit at the end of next year as will provide for the progress of public works necessary for developing the resources of the colony. I think we should encourage by every legitimate means local industries for the settlement of the waste lands. We should take care that our railways are made to pay, and that the tariff is so adjusted as to foster the industries of the country without imposing undue burdens on the consumer. <box>566 202 693 283</box>
article-text: Government, and returned them to their homes, and also refused the number of the Armed Constabulary. The Whiti remained a very different man. He had been imprisoned and released, and his followers were told to remain quiet. The Government forces were obliged to be kept at considerable expense. Those who knew the native character said that Te Whiti would not give up his claims so long as he was allowed to preach his doctrines. The Commissioners reported that the lands were taken in fair war, and that the reserves set apart were ample for the wants of the natives. Parliament resolved to open the lands for settlement, and the surveys were proceeded with. It is expected that the price obtained for these lands will be considerable, and that the revenue of the Colony will benefit accordingly. At the same time, justice to the native race demands that their reserves should be properly defined and secured to them by Crown grant. <box>428 1435 553 1589</box>
article-text: they which might injuriously affect the public credit, and make such moderate use of that credit at the end of next year as will provide for the progress of public works necessary for developing the resources of the colony. I think we should encourage by every legitimate means local industries for the settlement of the waste lands. We should take care that our railways are made to pay, and that the tariff is so adjusted as to foster the industries of the country without imposing undue burdens on the consumer. <box>566 38 693 118</box>
only-places: THOMAS TAYLOR'S ONLY PLACES OF BUSINESS ARE— <box>706 667 793 683</box>
price-item: Cheese, prime, 9d per lb <box>902 142 965 150</box>
white-name: Mr W. W. WHITE, Jun. <box>709 737 790 758</box>
sporting-text: The acceptances for the Dunedin Jockey Club Races to be run on the first day are as follows. The course is reported to be in excellent order, and the entries are the largest ever received. The Derby will be run over a mile and a half, and the field includes several horses which have done well in Canterbury. Betting has been brisk, and the favourite is freely backed at short odds. The attendance is expected to be very large, and special trains will be run from all parts of the province. The stewards have made every arrangement for the convenience of visitors, and the grand stand has been enlarged. Other events include the Hurdle Race, the Maiden Plate, the Steeplechase, and the Hack Race. A full report will appear in our next issue. <box>566 510 693 627</box>
ads-left <box>704 38 795 1354</box>
vinsante-text: VIN-SANTE, OR WINE OF HEALTH, Tonic. An excellent Non-Alcoholic Beverage—1s per bottle, 11s per dozen. <box>704 582 795 612</box>
austin-kirk: AUSTIN KIRK & CO., <box>804 627 888 650</box>
dressmaking-text: WANTED KNOWN, that the Best and Cheapest Establishment is at Miss Johnson's, Madras street, Victoria street, opposite Bank. A Fall Dress made up from 7s 6d. Work and fit guaranteed. <box>704 56 795 100</box>
taylor-name: THOMAS TAYLOR'S <box>723 541 776 564</box>
brand: BRAND. <box>989 546 1013 554</box>
article-text: the existence in them of a traditional spirit of fair play—a traditional spirit of moderation—a traditional disposition to see, and act upon, that valuable principle of Give and Take, which is the real secret of the Colonial connection. In New Zealand, from the beginning, there had been an abundant growth of the spirit of the dream of such assemblies, and members from different Provinces took part in the discussions. Mr Vogel, in advocating his policy, had shown no disposition to quarrel with the central Government, but had boldly urged the advantage of union. Parliament had no longer hesitated. It is to be noted that the provinces had done good work, but their time was past, and local government in the shape of Road Boards and County Councils was to take their place. The House divided, and the majority was overwhelming. Then followed a long controversy, during which many members expressed regret that their own Province should lose its Superintendent and Council. Some argued that Canterbury had always been well managed and should be allowed to keep its institutions. It was said that the Colony could not afford two sets of officials, and that the General Assembly must have control of the public lands and revenue. In the end the Bill passed, and the Provinces ceased to exist as governing bodies. Since that time the people have learned to manage their local affairs through the Boards and Councils, and on the whole the change has been beneficial. <box>16 523 139 765</box>
oneill-text: Mr O'Neill addressed the electors at Mr Baker's grain store, Addington, on Friday last. Mr E. M. Walker being in the chair. The candidate spoke at some length on the questions of the day, and was well received. At the close a vote of confidence was carried unanimously. <box>704 249 795 316</box>
tradesman-name: G. I. MERCER, Manchester street, is now offering all goods at greatly reduced prices. <box>704 169 795 191</box>
column-6-ads <box>700 38 896 1354</box>
article-text: energies to getting as much as he could out of it. Then, I think, is obvious. On the other hand, take the case of a man who owns the land and is absent from the Colony. He does not improve it, but waits for the increase in value which is caused by the labour of others. Such a man should contribute his fair share to the roads and bridges which make his land valuable. The absentee tax was designed to meet cases of this kind, and it is to be regretted that it has been so long delayed. The native question has also occupied much attention. The West Coast difficulty, the confiscated lands, and the survey of the Waimate Plains have caused great anxiety. Mr Bryce has been firm, and the result has been that the settlers are now at peace. Whatever may be said of the methods employed, it is certain that the Colony has gained by the establishment of law and order in districts which were formerly a source of danger. <box>290 777 415 924</box>
tea-heading: TEAS FOR FLAVOURING. <box>952 292 1050 302</box>
colombo-note: (One Door City side of Bank of New Zealand); and <box>709 693 790 709</box>
ladies-heading: TO THE LADIES. <box>950 326 1052 339</box>
cheap-label: CHEAP <box>802 435 837 478</box>
lamb-addr: LICHFIELD EAST, CHRISTCHURCH. <box>723 1151 776 1167</box>
article-text: energies to getting as much as he could out of it. Then, I think, is obvious. On the other hand, take the case of a man who owns the land and is absent from the Colony. He does not improve it, but waits for the increase in value which is caused by the labour of others. Such a man should contribute his fair share to the roads and bridges which make his land valuable. The absentee tax was designed to meet cases of this kind, and it is to be regretted that it has been so long delayed. The native question has also occupied much attention. The West Coast difficulty, the confiscated lands, and the survey of the Waimate Plains have caused great anxiety. Mr Bryce has been firm, and the result has been that the settlers are now at peace. Whatever may be said of the methods employed, it is certain that the Colony has gained by the establishment of law and order in districts which were formerly a source of danger. <box>290 38 415 184</box>
john-bull: JOHN BULL <box>956 527 1046 544</box>
dressmaking-heading: DRESSMAKING. <box>716 44 783 52</box>
